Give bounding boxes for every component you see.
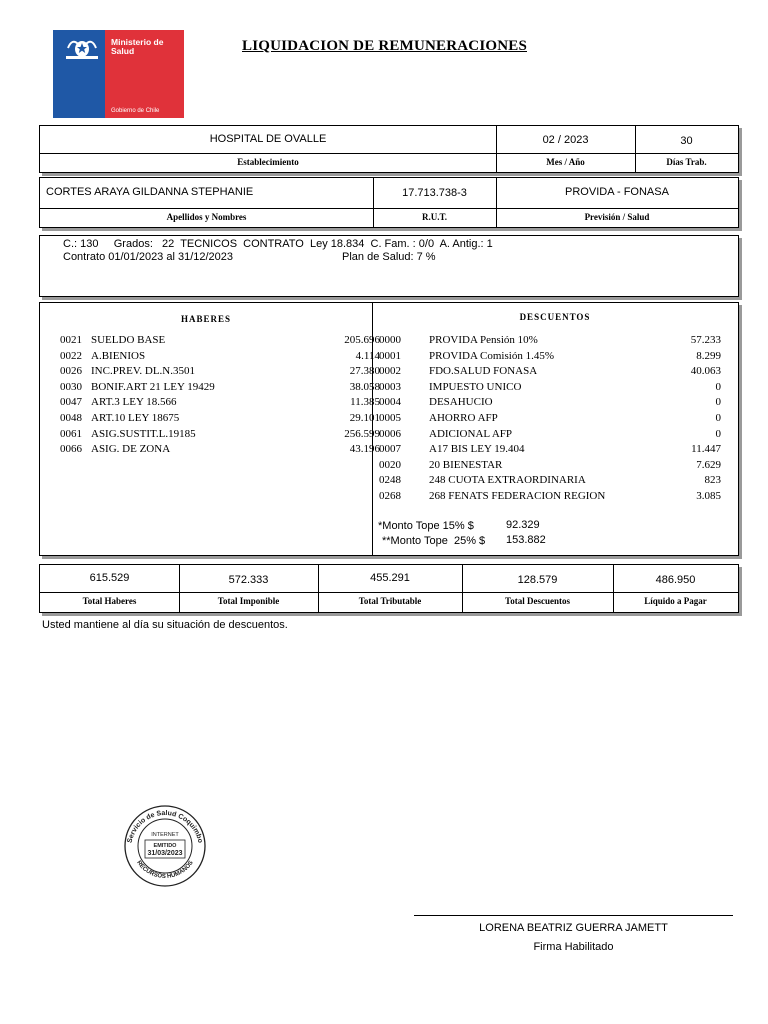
descuentos-description: 268 FENATS FEDERACION REGION xyxy=(429,490,606,502)
haberes-code: 0047 xyxy=(60,396,82,409)
period-label: Mes / Año xyxy=(546,157,585,167)
establishment-label: Establecimiento xyxy=(237,157,299,167)
haberes-amount: 4.114 xyxy=(355,349,380,362)
descuentos-code: 0003 xyxy=(379,380,401,393)
employee-name: CORTES ARAYA GILDANNA STEPHANIE xyxy=(46,186,254,198)
haberes-description: INC.PREV. DL.N.3501 xyxy=(91,365,196,378)
descuentos-title: DESCUENTOS xyxy=(519,312,591,322)
haberes-amount: 11.385 xyxy=(350,396,380,409)
prevision-label: Previsión / Salud xyxy=(584,212,650,222)
haberes-description: SUELDO BASE xyxy=(91,334,166,346)
descuentos-code: 0006 xyxy=(379,427,401,440)
descuentos-code: 0268 xyxy=(379,490,401,502)
descuentos-code: 0007 xyxy=(379,443,401,456)
total-tributable-value: 455.291 xyxy=(370,572,410,584)
document-title: LIQUIDACION DE REMUNERACIONES xyxy=(242,38,527,54)
descuentos-amount: 3.085 xyxy=(696,490,721,502)
haberes-row xyxy=(60,428,380,442)
health-plan: Plan de Salud: 7 % xyxy=(342,251,436,263)
haberes-row xyxy=(60,334,380,348)
employee-name-label: Apellidos y Nombres xyxy=(166,212,247,222)
tope25-label: **Monto Tope 25% $ xyxy=(382,535,486,547)
haberes-code: 0061 xyxy=(60,427,82,440)
haberes-code: 0048 xyxy=(60,412,82,424)
haberes-amount: 256.599 xyxy=(344,427,380,440)
stamp-ring-top: Servicio de Salud Coquimbo xyxy=(126,809,204,844)
descuentos-code: 0005 xyxy=(379,412,401,424)
period-value: 02 / 2023 xyxy=(542,134,589,146)
signer-name: LORENA BEATRIZ GUERRA JAMETT xyxy=(479,922,668,934)
stamp-emitido: EMITIDO xyxy=(153,843,177,849)
descuentos-row xyxy=(379,381,721,395)
haberes-row xyxy=(60,365,380,379)
descuentos-row xyxy=(379,365,721,379)
total-descuentos-label: Total Descuentos xyxy=(505,596,570,606)
descuentos-description: FDO.SALUD FONASA xyxy=(429,365,538,378)
haberes-description: ASIG. DE ZONA xyxy=(91,443,171,456)
haberes-description: BONIF.ART 21 LEY 19429 xyxy=(91,380,215,393)
liquido-label: Líquido a Pagar xyxy=(644,596,707,606)
descuentos-row xyxy=(379,334,721,348)
haberes-amount: 29.101 xyxy=(349,412,380,424)
haberes-row xyxy=(60,381,380,395)
descuentos-code: 0001 xyxy=(379,349,401,362)
haberes-row xyxy=(60,443,380,457)
contract-line-1: C.: 130 Grados: 22 TECNICOS CONTRATO Ley 18.834 C. Fam. : 0/0 A. Antig.: 1 xyxy=(63,238,493,250)
descuentos-row xyxy=(379,350,721,364)
establishment-box xyxy=(39,125,739,173)
descuentos-row xyxy=(379,396,721,410)
rut-label: R.U.T. xyxy=(421,212,448,222)
descuentos-description: 248 CUOTA EXTRAORDINARIA xyxy=(429,474,586,487)
hr-stamp xyxy=(121,803,209,887)
haberes-code: 0026 xyxy=(60,365,82,378)
tope15-label: *Monto Tope 15% $ xyxy=(378,520,474,532)
descuentos-amount: 0 xyxy=(715,427,721,440)
descuentos-amount: 0 xyxy=(715,380,721,393)
liquido-value: 486.950 xyxy=(655,574,696,586)
descuentos-description: IMPUESTO UNICO xyxy=(429,380,522,393)
totals-box xyxy=(39,564,739,613)
descuentos-amount: 8.299 xyxy=(696,349,721,362)
descuentos-code: 0248 xyxy=(379,474,401,487)
coat-of-arms-icon xyxy=(58,34,106,62)
stamp-internet: INTERNET xyxy=(151,832,179,838)
descuentos-code: 0000 xyxy=(379,334,401,346)
total-imponible-value: 572.333 xyxy=(228,574,269,586)
contract-period: Contrato 01/01/2023 al 31/12/2023 xyxy=(63,251,234,263)
haberes-row xyxy=(60,350,380,364)
logo-line-1: Ministerio de xyxy=(111,37,164,47)
descuentos-row xyxy=(379,428,721,442)
descuentos-description: ADICIONAL AFP xyxy=(429,427,513,440)
descuentos-amount: 7.629 xyxy=(696,458,721,471)
descuentos-description: A17 BIS LEY 19.404 xyxy=(429,443,525,456)
stamp-date: 31/03/2023 xyxy=(147,850,183,857)
haberes-amount: 27.380 xyxy=(349,365,380,378)
days-label: Días Trab. xyxy=(666,157,707,167)
logo-footer: Gobierno de Chile xyxy=(111,108,160,114)
descuentos-amount: 11.447 xyxy=(691,443,721,456)
haberes-row xyxy=(60,396,380,410)
total-haberes-value: 615.529 xyxy=(89,572,130,584)
haberes-code: 0022 xyxy=(60,349,82,362)
svg-text:Servicio de Salud Coquimbo xyxy=(127,810,204,844)
signer-role: Firma Habilitado xyxy=(533,941,614,953)
descuentos-code: 0020 xyxy=(379,458,401,471)
establishment-name: HOSPITAL DE OVALLE xyxy=(209,133,327,145)
contract-box xyxy=(39,235,739,297)
descuentos-amount: 57.233 xyxy=(690,334,721,346)
total-tributable-label: Total Tributable xyxy=(358,596,422,606)
descuentos-row xyxy=(379,412,721,426)
descuentos-description: AHORRO AFP xyxy=(429,412,498,424)
tope15-value: 92.329 xyxy=(506,519,540,531)
detail-box xyxy=(39,302,739,556)
haberes-amount: 205.696 xyxy=(344,334,380,346)
haberes-row xyxy=(60,412,380,426)
descuentos-description: PROVIDA Pensión 10% xyxy=(429,334,538,346)
descuentos-row xyxy=(379,459,721,473)
descuentos-row xyxy=(379,474,721,488)
total-haberes-label: Total Haberes xyxy=(82,596,137,606)
descuentos-row xyxy=(379,443,721,457)
tope25-value: 153.882 xyxy=(506,534,546,546)
haberes-description: A.BIENIOS xyxy=(91,349,146,362)
haberes-code: 0066 xyxy=(60,443,82,456)
status-note: Usted mantiene al día su situación de descuentos. xyxy=(42,619,288,631)
descuentos-amount: 823 xyxy=(704,474,721,487)
total-descuentos-value: 128.579 xyxy=(517,574,558,586)
stamp-ring-bottom: RECURSOS HUMANOS xyxy=(135,859,195,880)
haberes-description: ART.10 LEY 18675 xyxy=(91,412,180,424)
total-imponible-label: Total Imponible xyxy=(217,596,280,606)
logo-line-2: Salud xyxy=(111,46,135,56)
haberes-description: ASIG.SUSTIT.L.19185 xyxy=(91,427,196,440)
haberes-title: HABERES xyxy=(180,314,231,324)
haberes-amount: 38.058 xyxy=(349,380,380,393)
signature-line xyxy=(414,915,733,916)
descuentos-code: 0004 xyxy=(379,396,401,409)
descuentos-amount: 40.063 xyxy=(690,365,721,378)
haberes-code: 0021 xyxy=(60,334,82,346)
days-value: 30 xyxy=(680,135,693,147)
employee-box xyxy=(39,177,739,228)
haberes-description: ART.3 LEY 18.566 xyxy=(91,396,177,409)
descuentos-row xyxy=(379,490,721,504)
descuentos-description: 20 BIENESTAR xyxy=(429,458,503,471)
descuentos-amount: 0 xyxy=(715,396,721,409)
descuentos-amount: 0 xyxy=(715,412,721,424)
ministry-logo xyxy=(53,30,184,118)
descuentos-description: PROVIDA Comisión 1.45% xyxy=(429,349,554,362)
descuentos-description: DESAHUCIO xyxy=(429,396,493,409)
stamp-icon xyxy=(121,803,209,887)
haberes-amount: 43.196 xyxy=(349,443,380,456)
haberes-code: 0030 xyxy=(60,380,82,393)
rut-value: 17.713.738-3 xyxy=(402,187,467,199)
prevision-value: PROVIDA - FONASA xyxy=(565,186,669,198)
descuentos-code: 0002 xyxy=(379,365,401,378)
